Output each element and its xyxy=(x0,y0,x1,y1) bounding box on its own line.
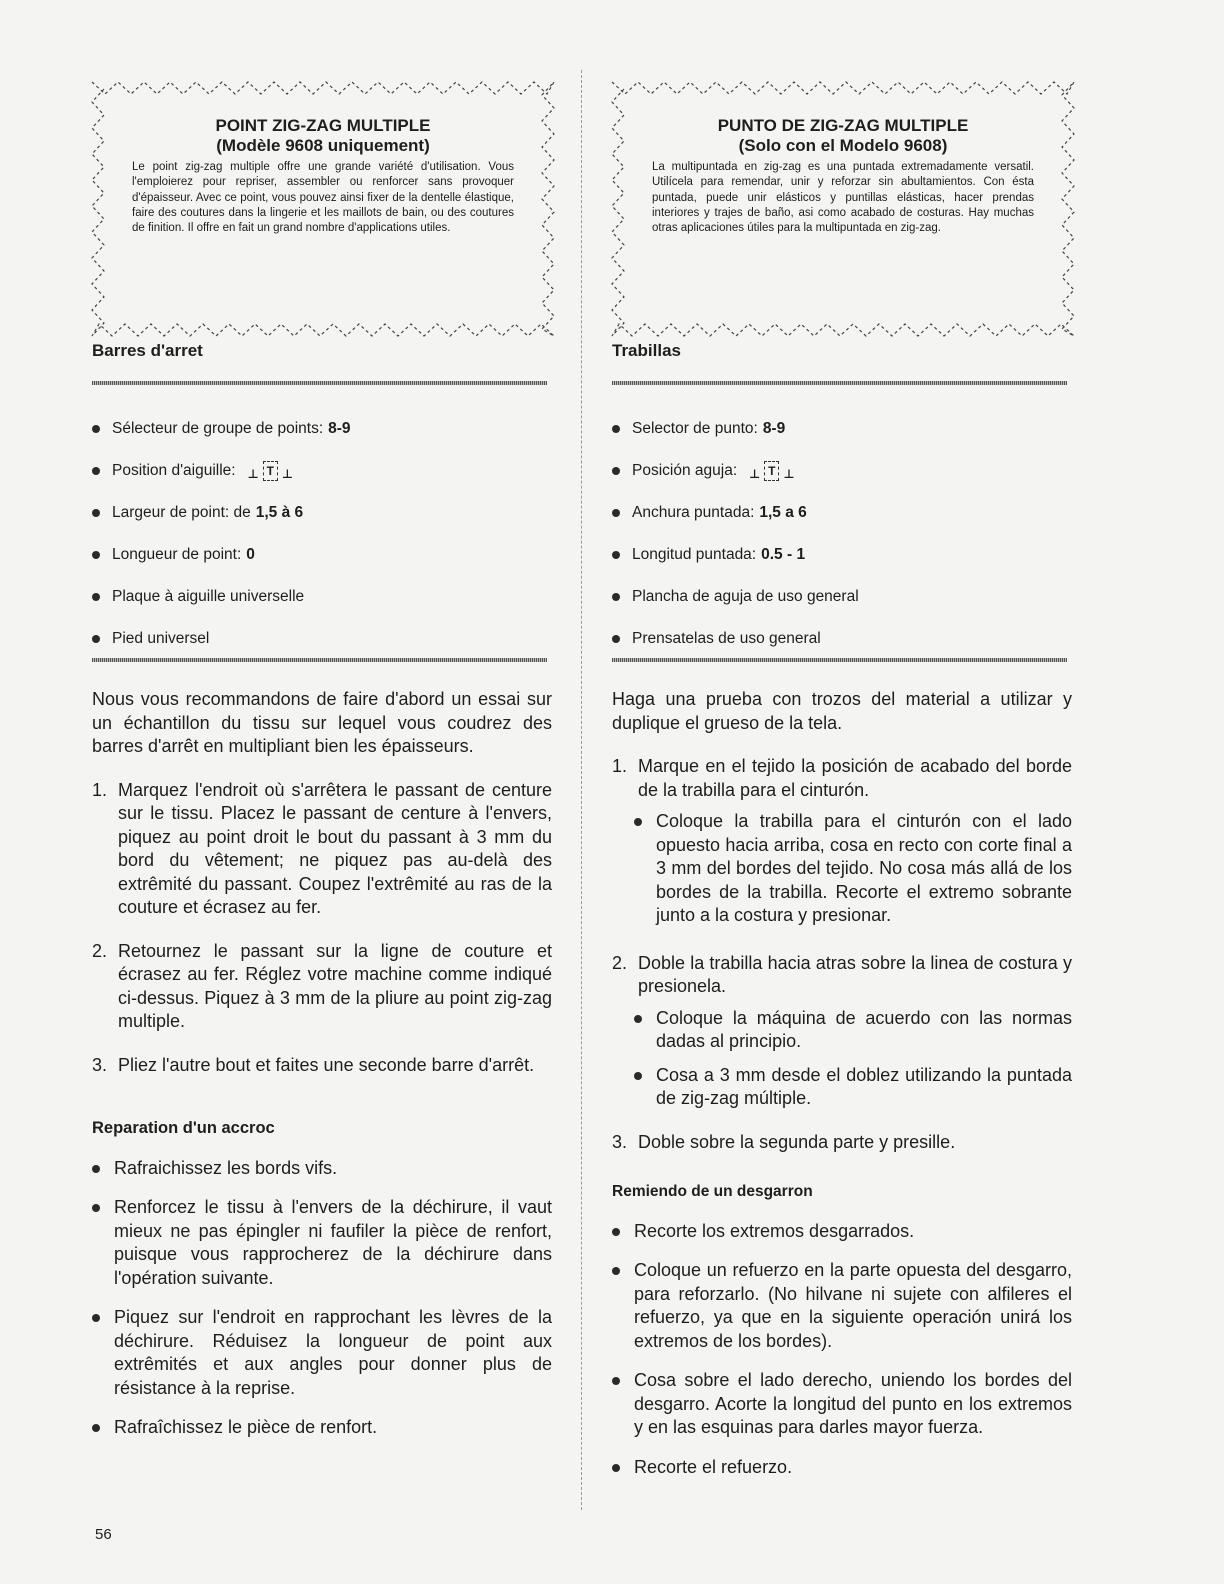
info-box xyxy=(598,68,1088,350)
list-item: Piquez sur l'endroit en rapprochant les lèvres de la déchirure. Réduisez la longueur de point aux extrêmités et aux angles pour donner plus de résistance à la reprise. xyxy=(92,1306,552,1400)
list-item: Longitud puntada: 0.5 - 1 xyxy=(612,534,1072,576)
info-box xyxy=(78,68,568,350)
subsection-title: Reparation d'un accroc xyxy=(92,1119,275,1137)
rule xyxy=(612,381,1067,385)
bullet-icon xyxy=(92,593,100,601)
list-item: Sélecteur de groupe de points: 8-9 xyxy=(92,408,552,450)
bullet-icon xyxy=(92,509,100,517)
list-item: Recorte los extremos desgarrados. xyxy=(612,1220,1072,1244)
bullet-icon xyxy=(612,593,620,601)
bullet-icon xyxy=(92,635,100,643)
bullet-icon xyxy=(92,425,100,433)
bullet-icon xyxy=(92,1314,100,1322)
bullet-icon xyxy=(612,509,620,517)
list-item: Posición aguja: ⊥ T ⊥ xyxy=(612,450,1072,492)
list-item: Renforcez le tissu à l'envers de la déchirure, il vaut mieux ne pas épingler ni faufiler la pièce de renfort, puisque vous rapprocherez de la déchirure dans l'opération suivante. xyxy=(92,1196,552,1290)
list-item: Pied universel xyxy=(92,618,552,660)
box-title: POINT ZIG-ZAG MULTIPLE xyxy=(215,116,431,135)
list-item: Plaque à aiguille universelle xyxy=(92,576,552,618)
step: 1. Marquez l'endroit où s'arrêtera le passant de centure sur le tissu. Placez le passant de centure à l'envers, piquez au point droit le bout du passant à 3 mm du bord du vêtement; ne piquez pas au-delà des extrêmité du passant. Coupez l'extrêmité au ras de la couture et écrasez au fer. xyxy=(92,779,552,917)
list-item: Prensatelas de uso general xyxy=(612,618,1072,660)
bullet-icon xyxy=(612,1464,620,1472)
list-item: Selector de punto: 8-9 xyxy=(612,408,1072,450)
rule xyxy=(612,658,1067,662)
column-divider xyxy=(581,70,582,1510)
bullet-icon xyxy=(634,818,642,826)
bullet-icon xyxy=(612,635,620,643)
section-title: Barres d'arret xyxy=(92,341,203,360)
bullet-icon xyxy=(634,1015,642,1023)
bullet-icon xyxy=(92,551,100,559)
box-title: PUNTO DE ZIG-ZAG MULTIPLE xyxy=(717,116,969,135)
bullet-icon xyxy=(612,1228,620,1236)
sub-item: Cosa a 3 mm desde el doblez utilizando la puntada de zig-zag múltiple. xyxy=(634,1064,1072,1111)
list-item: Position d'aiguille: ⊥ T ⊥ xyxy=(92,450,552,492)
bullet-icon xyxy=(612,425,620,433)
box-subtitle: (Solo con el Modelo 9608) xyxy=(738,136,948,155)
sub-item: Coloque la trabilla para el cinturón con el lado opuesto hacia arriba, cosa en recto con corte final a 3 mm del bordes del tejido. No cosa más allá de los bordes de la trabilla. Recorte el extremo sobrante junto a la costura y presionar. xyxy=(634,810,1072,928)
rule xyxy=(92,381,547,385)
step: 1. Marque en el tejido la posición de acabado del borde de la trabilla para el cinturón. xyxy=(612,756,1072,800)
list-item: Cosa sobre el lado derecho, uniendo los bordes del desgarro. Acorte la longitud del punto en los extremos y en las esquinas para darles mayor fuerza. xyxy=(612,1369,1072,1440)
list-item: Anchura puntada: 1,5 a 6 xyxy=(612,492,1072,534)
settings-list xyxy=(612,408,1072,660)
bullet-icon xyxy=(92,1204,100,1212)
list-item: Rafraîchissez le pièce de renfort. xyxy=(92,1416,552,1440)
intro-paragraph: Haga una prueba con trozos del material a utilizar y duplique el grueso de la tela. xyxy=(612,689,1072,733)
body-text xyxy=(612,688,1072,1495)
list-item: Plancha de aguja de uso general xyxy=(612,576,1072,618)
settings-list xyxy=(92,408,552,660)
subsection-title: Remiendo de un desgarron xyxy=(612,1183,813,1200)
needle-position-icon: ⊥ T ⊥ xyxy=(248,461,293,481)
needle-position-icon: ⊥ T ⊥ xyxy=(749,461,794,481)
box-text: La multipuntada en zig-zag es una puntada extremadamente versatil. Utilícela para remendar, unir y reforzar sin abultamientos. Con ésta puntada, puede unir elásticos y puntillas elásticas, hacer prendas interiores y trajes de baño, asi como acabado de costuras. Hay muchas otras aplicaciones útiles para la multipuntada en zig-zag. xyxy=(652,161,1034,235)
box-text: Le point zig-zag multiple offre une grande variété d'utilisation. Vous l'emploierez pour repriser, assembler ou renforcer sans provoquer d'épaisseur. Avec ce point, vous pouvez ainsi fixer de la dentelle élastique, faire des coutures dans la lingerie et les maillots de bain, ou des coutures de finition. Il offre en fait un grand nombre d'applications utiles. xyxy=(132,161,514,235)
box-subtitle: (Modèle 9608 uniquement) xyxy=(216,136,430,155)
step: 2. Retournez le passant sur la ligne de couture et écrasez au fer. Réglez votre machine comme indiqué ci-dessus. Piquez à 3 mm de la pliure au point zig-zag multiple. xyxy=(92,940,552,1031)
list-item: Coloque un refuerzo en la parte opuesta del desgarro, para reforzarlo. (No hilvane ni sujete con alfileres el refuerzo, ya que en la siguiente operación unirá los extremos de los bordes). xyxy=(612,1259,1072,1353)
bullet-icon xyxy=(612,1377,620,1385)
bullet-icon xyxy=(92,1424,100,1432)
list-item: Rafraichissez les bords vifs. xyxy=(92,1157,552,1181)
intro-paragraph: Nous vous recommandons de faire d'abord un essai sur un échantillon du tissu sur lequel vous coudrez des barres d'arrêt en multipliant bien les épaisseurs. xyxy=(92,689,552,756)
bullet-icon xyxy=(92,467,100,475)
bullet-icon xyxy=(612,551,620,559)
body-text xyxy=(92,688,552,1456)
sub-item: Coloque la máquina de acuerdo con las normas dadas al principio. xyxy=(634,1007,1072,1054)
list-item: Largeur de point: de 1,5 à 6 xyxy=(92,492,552,534)
page-number: 56 xyxy=(95,1526,112,1543)
section-title: Trabillas xyxy=(612,341,681,360)
bullet-icon xyxy=(612,467,620,475)
step: 2. Doble la trabilla hacia atras sobre la linea de costura y presionela. xyxy=(612,952,1072,996)
step: 3. Doble sobre la segunda parte y presille. xyxy=(612,1131,956,1152)
step: 3. Pliez l'autre bout et faites une seconde barre d'arrêt. xyxy=(92,1054,535,1075)
list-item: Recorte el refuerzo. xyxy=(612,1456,1072,1480)
bullet-icon xyxy=(634,1072,642,1080)
list-item: Longueur de point: 0 xyxy=(92,534,552,576)
rule xyxy=(92,658,547,662)
bullet-icon xyxy=(612,1267,620,1275)
bullet-icon xyxy=(92,1165,100,1173)
